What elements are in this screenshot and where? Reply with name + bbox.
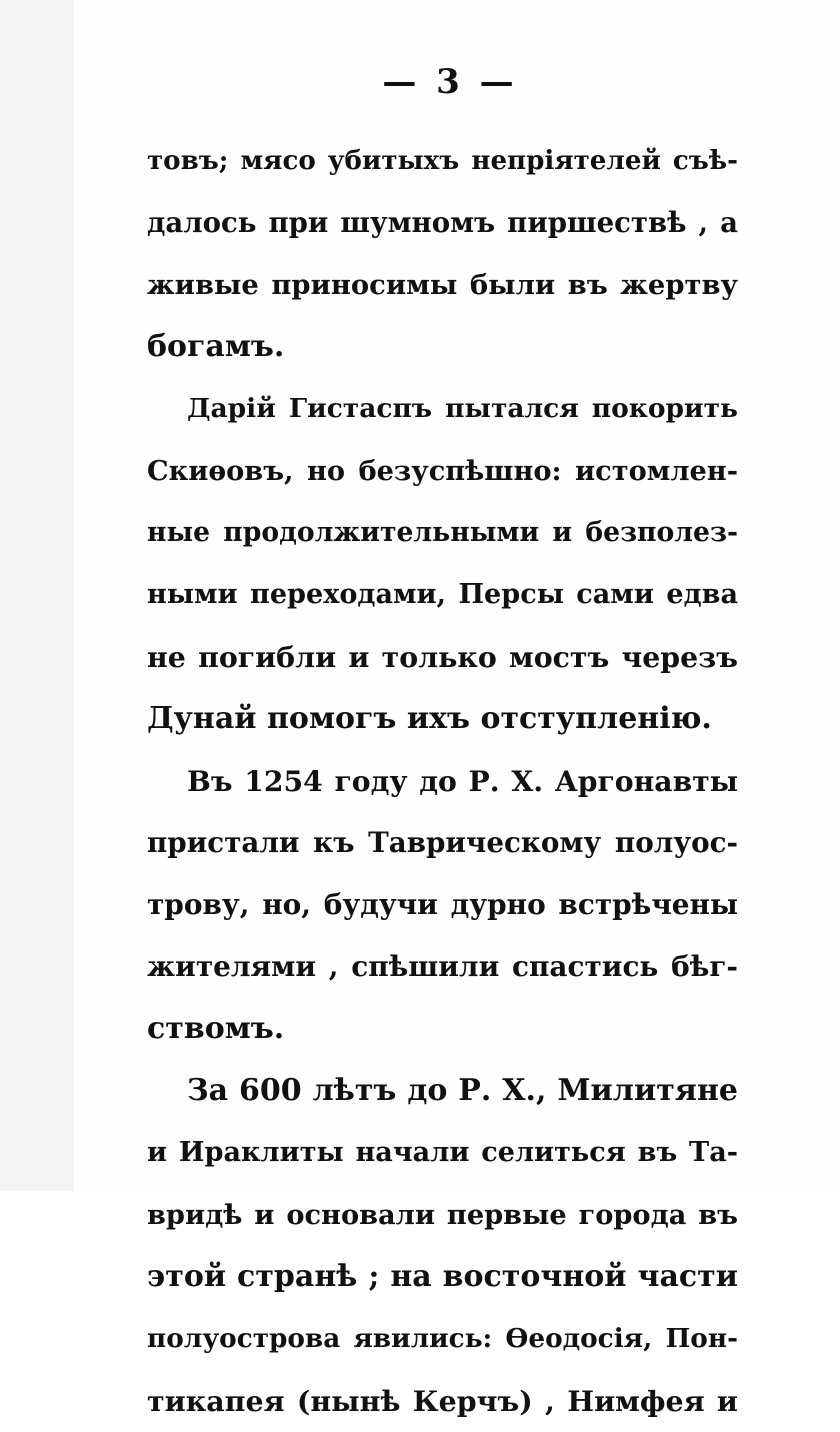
text-line: За 600 лѣтъ до Р. Х., Милитяне bbox=[187, 1073, 738, 1108]
text-line: трову, но, будучи дурно встрѣчены bbox=[147, 888, 738, 921]
text-line: ствомъ. bbox=[147, 1011, 285, 1046]
text-line: пристали къ Таврическому полуос- bbox=[147, 826, 738, 859]
text-line: ные продолжительными и безполез- bbox=[147, 517, 738, 548]
text-line: тикапея (нынѣ Керчъ) , Нимфея и bbox=[147, 1384, 738, 1418]
text-line: Дунай помогъ ихъ отступленію. bbox=[147, 701, 712, 736]
text-line: ными переходами, Персы сами едва bbox=[147, 579, 738, 610]
page-number: — 3 — bbox=[382, 62, 518, 102]
text-line: Скиѳовъ, но безуспѣшно: истомлен- bbox=[147, 455, 738, 487]
text-line: товъ; мясо убитыхъ непріятелей съѣ- bbox=[147, 145, 738, 176]
body-text bbox=[147, 130, 738, 1432]
text-line: жителями , спѣшили спастись бѣг- bbox=[147, 950, 738, 983]
text-line: богамъ. bbox=[147, 329, 285, 364]
text-line: вридѣ и основали первые города въ bbox=[147, 1199, 738, 1231]
text-line: этой странѣ ; на восточной части bbox=[147, 1259, 738, 1294]
page-margin-shade bbox=[0, 0, 74, 1191]
text-line: и Ираклиты начали селиться въ Та- bbox=[147, 1137, 738, 1168]
text-line: полуострова явились: Ѳеодосія, Пон- bbox=[147, 1323, 738, 1354]
text-line: далось при шумномъ пиршествѣ , а bbox=[147, 207, 738, 239]
text-line: живые приносимы были въ жертву bbox=[147, 269, 738, 301]
text-line: Дарій Гистаспъ пытался покорить bbox=[187, 393, 738, 424]
text-line: не погибли и только мостъ черезъ bbox=[147, 640, 738, 674]
text-line: Въ 1254 году до Р. Х. Аргонавты bbox=[187, 764, 738, 798]
